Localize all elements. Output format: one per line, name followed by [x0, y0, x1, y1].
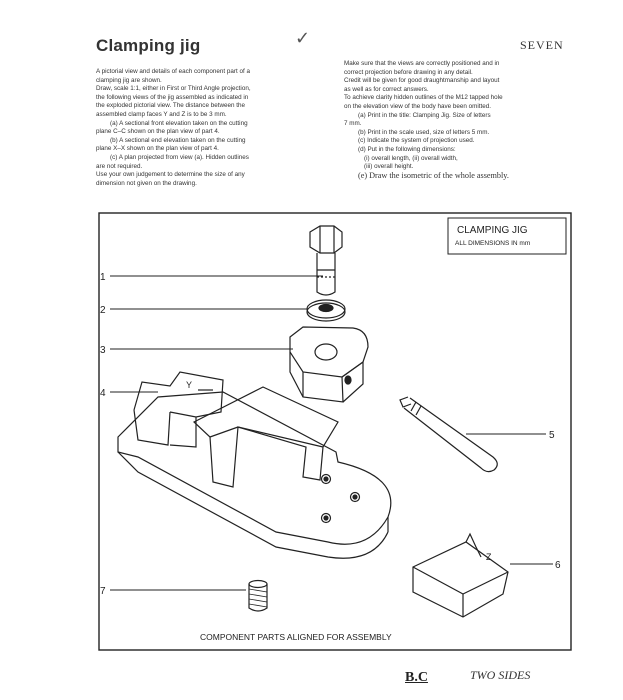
part-number: 2 [100, 305, 106, 316]
text-line: dimension not given on the drawing. [96, 179, 197, 187]
part-2-washer [307, 300, 345, 321]
part-6-jaw [413, 534, 508, 617]
text-line: 7 mm. [344, 120, 362, 128]
part-4-base-body [118, 372, 391, 558]
part-number: 3 [100, 345, 106, 356]
text-line: (a) Print in the title: Clamping Jig. Size of letters [358, 111, 491, 119]
technical-drawing [98, 212, 572, 652]
part-number: 6 [555, 560, 561, 571]
text-line: clamping jig are shown. [96, 76, 162, 84]
text-line: (e) Draw the isometric of the whole assembly. [358, 170, 509, 180]
text-line: (i) overall length, (ii) overall width, [364, 154, 458, 162]
footer-initials: B.C [405, 670, 428, 685]
text-line: correct projection before drawing in any detail. [344, 68, 473, 76]
part-number: 1 [100, 272, 106, 283]
text-line: on the elevation view of the body have been omitted. [344, 102, 492, 110]
text-line: (iii) overall height. [364, 163, 414, 171]
part-7-screw [249, 581, 267, 612]
text-line: assembled clamp faces Y and Z is to be 3 mm. [96, 110, 227, 118]
text-line: (b) Print in the scale used, size of letters 5 mm. [358, 128, 490, 136]
handwritten-tick-mark: ✓ [295, 28, 311, 49]
title-box-subtitle: ALL DIMENSIONS IN mm [455, 240, 531, 247]
footer-note: TWO SIDES [470, 668, 531, 682]
part-3-clamp-block [290, 327, 368, 402]
text-line: To achieve clarity hidden outlines of the M12 tapped hole [344, 94, 503, 102]
instructions-right [344, 60, 584, 180]
text-line: as well as for correct answers. [344, 85, 429, 93]
text-line: the following views of the jig assembled as indicated in [96, 93, 249, 101]
part-number: 4 [100, 388, 106, 399]
text-line: (c) A plan projected from view (a). Hidden outlines [110, 153, 249, 161]
unit-label: SEVEN [520, 38, 564, 52]
text-line: (b) A sectional end elevation taken on the cutting [110, 136, 246, 144]
part-1-bolt [310, 226, 342, 295]
text-line: (c) Indicate the system of projection used. [358, 137, 475, 145]
face-label-y: Y [186, 380, 193, 390]
text-line: Credit will be given for good draughtmanship and layout [344, 77, 500, 85]
text-line: the exploded pictorial view. The distance between the [96, 102, 246, 110]
title-box [448, 218, 566, 254]
part-number: 7 [100, 586, 106, 597]
part-number: 5 [549, 430, 555, 441]
text-line: (a) A sectional front elevation taken on the cutting [110, 119, 248, 127]
text-line: A pictorial view and details of each component part of a [96, 68, 251, 75]
text-line: are not required. [96, 162, 143, 170]
drawing-caption: COMPONENT PARTS ALIGNED FOR ASSEMBLY [200, 632, 392, 642]
face-label-z: Z [486, 552, 492, 562]
text-line: Make sure that the views are correctly positioned and in [344, 60, 500, 67]
page-title: Clamping jig [96, 36, 201, 55]
title-box-title: CLAMPING JIG [457, 225, 528, 236]
text-line: (d) Put in the following dimensions: [358, 145, 456, 153]
instructions-left [96, 68, 336, 188]
text-line: plane X–X shown on the plan view of part 4. [96, 145, 219, 153]
text-line: plane C–C shown on the plan view of part 4. [96, 128, 220, 136]
text-line: Use your own judgement to determine the size of any [96, 171, 245, 179]
text-line: Draw, scale 1:1, either in First or Third Angle projection, [96, 85, 251, 93]
